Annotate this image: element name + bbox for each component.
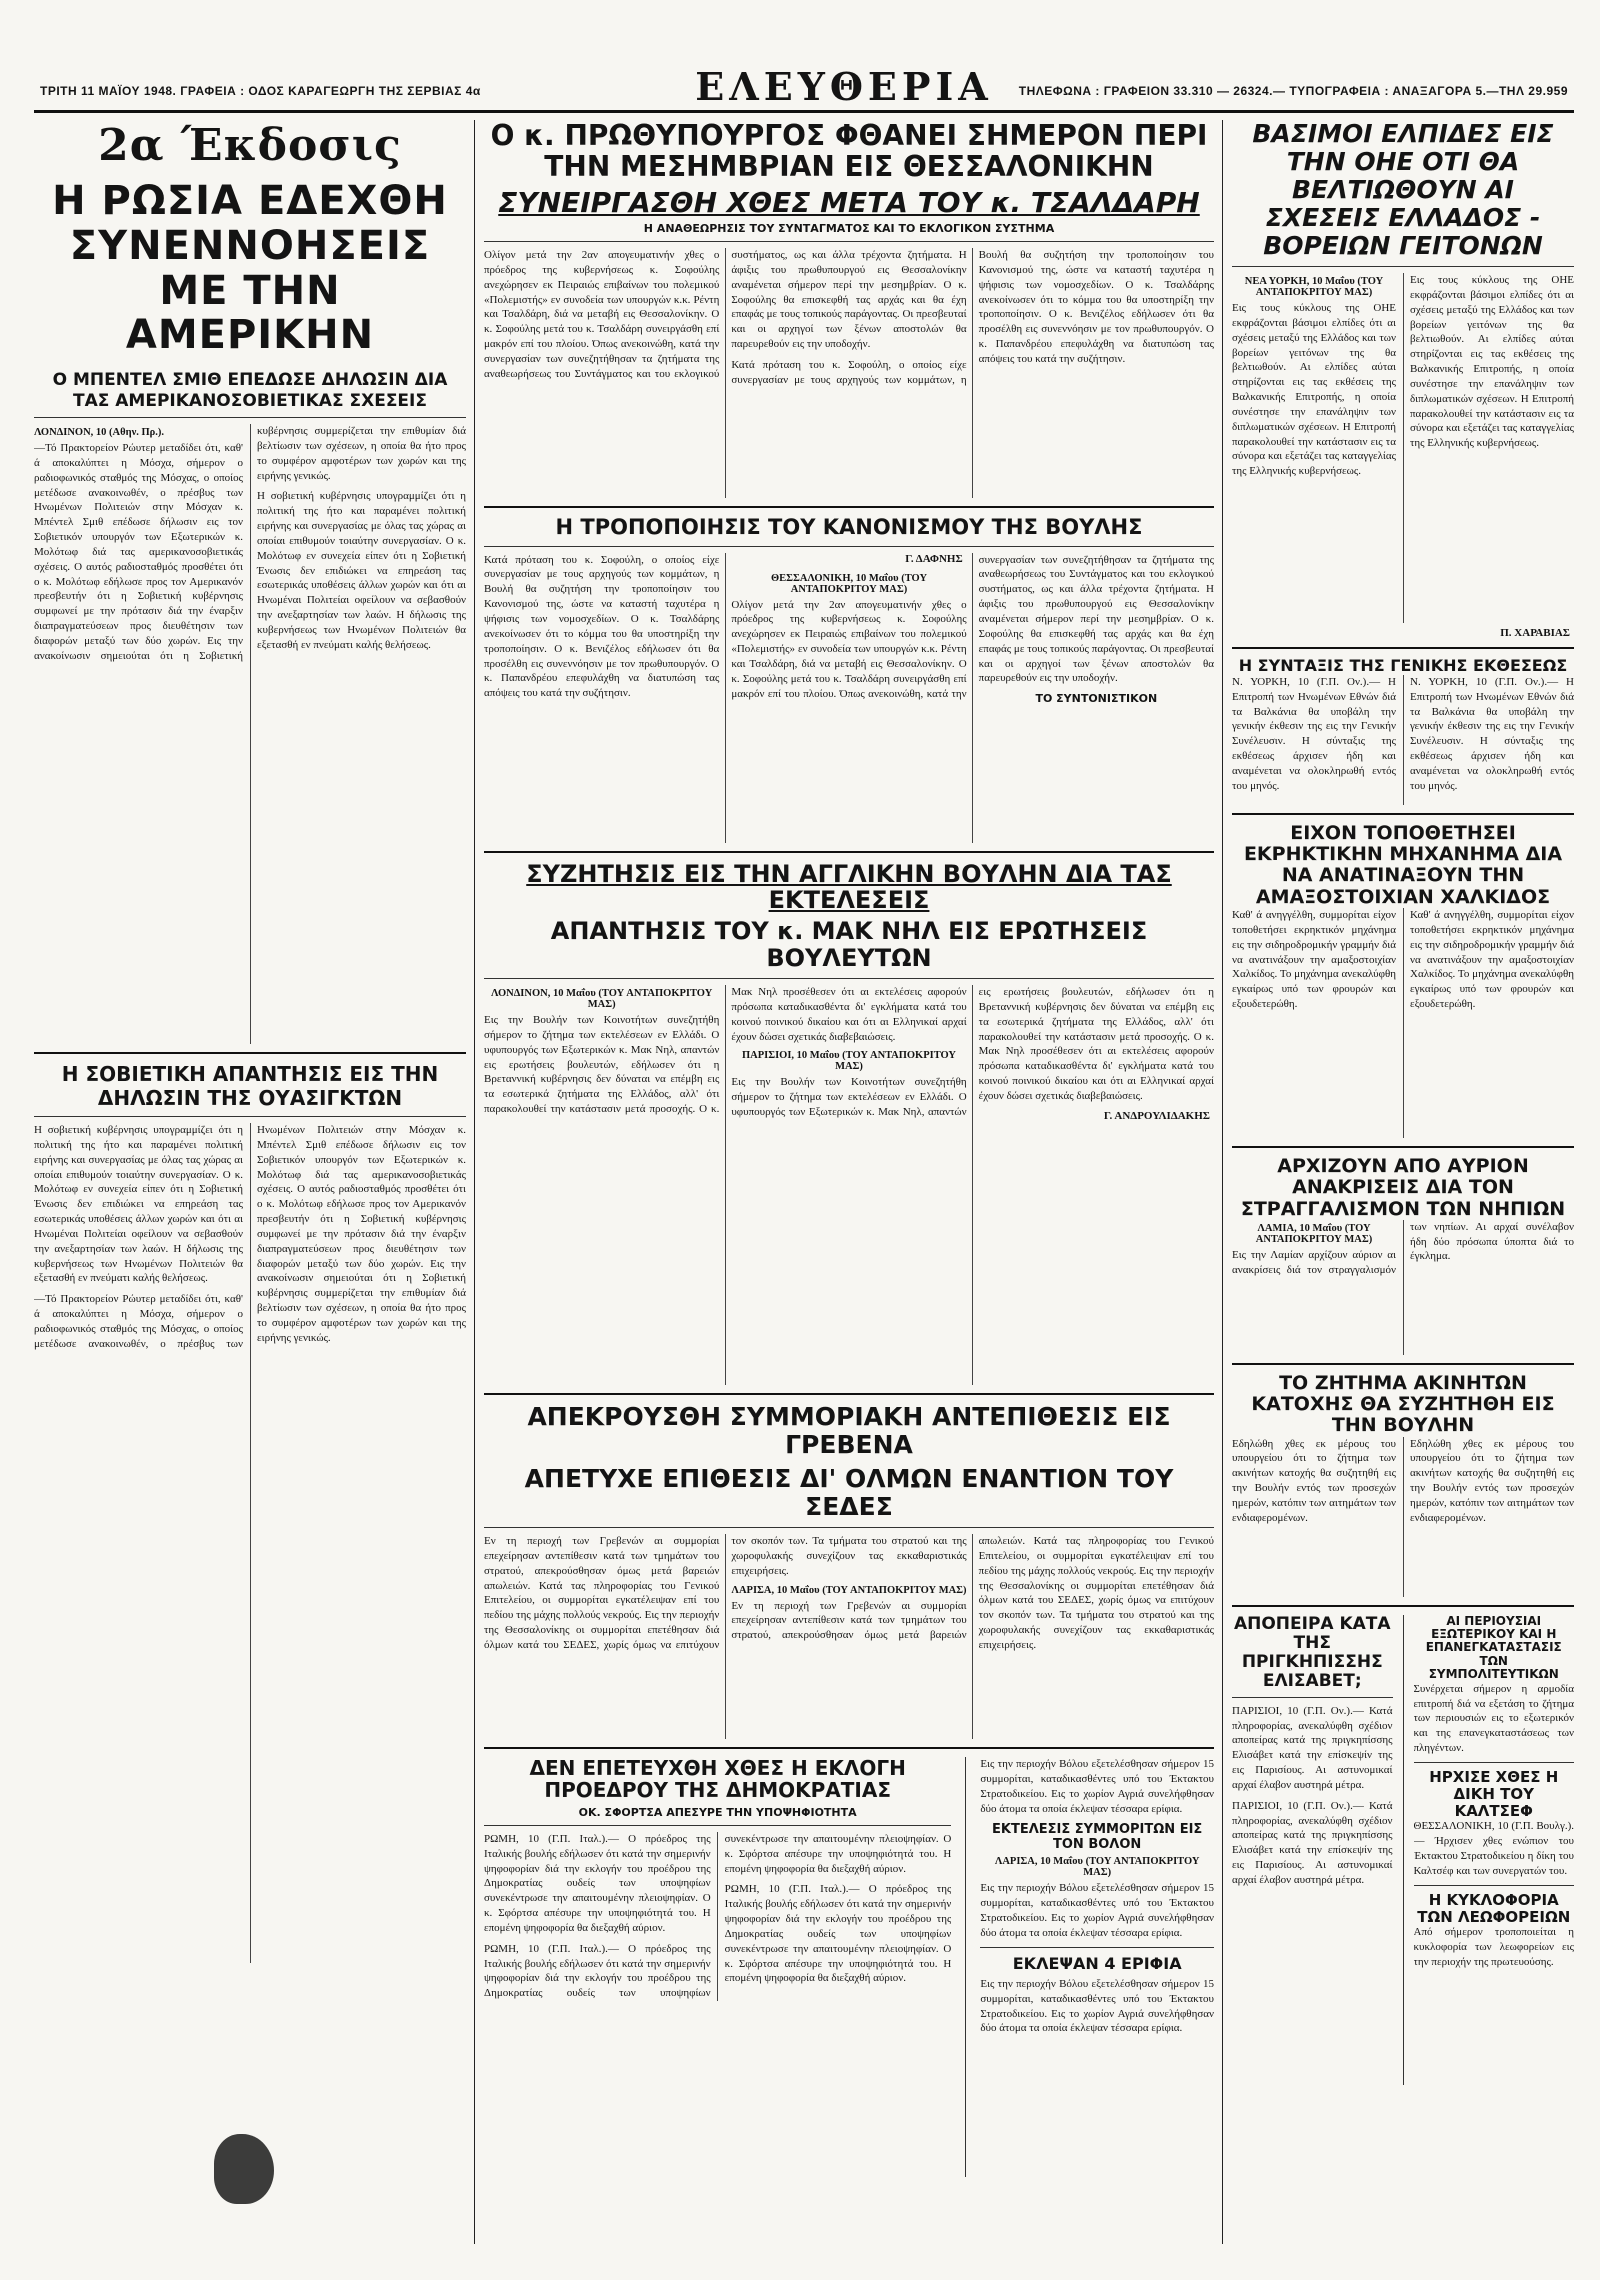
un-article-text-cont: Εις τους κύκλους της ΟΗΕ εκφράζονται βάσιμοι ελπίδες ότι αι σχέσεις μεταξύ της Ελλάδος και των βορείων γειτόνων της θα βελτιωθούν. Αι ελπίδες αύται στηρίζονται εις τας εκθέσεις της Βαλκανικής Επιτροπής, η οποία συνέστησε την επανάληψιν των διπλωματικών σχέσεων. Η Επιτροπή παρακολουθεί την κατάστασιν εις τα σύνορα και εξετάζει τας καταγγελίας της Ελληνικής κυβερνήσεως. [1410,274,1574,450]
coordination-subhead: ΤΟ ΣΥΝΤΟΝΙΣΤΙΚΟΝ [1035,692,1158,706]
property-abroad-text: Συνέρχεται σήμερον η αρμοδία επιτροπή διά να εξετάση το ζήτημα των περιουσιών εις το εξωτερικόν και της επανεγκαταστάσεως των πληγέντων. [1413,1682,1574,1755]
masthead-left-info: ΤΡΙΤΗ 11 ΜΑΪΟΥ 1948. ΓΡΑΦΕΙΑ : ΟΔΟΣ ΚΑΡΑΓΕΩΡΓΗ ΤΗΣ ΣΕΡΒΙΑΣ 4α [40,84,481,98]
lamia-dateline: ΛΑΜΙΑ, 10 Μαΐου (ΤΟΥ ΑΝΤΑΠΟΚΡΙΤΟΥ ΜΑΣ) [1255,1222,1373,1245]
property-abroad-headline: ΑΙ ΠΕΡΙΟΥΣΙΑΙ ΕΞΩΤΕΡΙΚΟΥ ΚΑΙ Η ΕΠΑΝΕΓΚΑΤΑΣΤΑΣΙΣ ΤΩΝ ΣΥΜΠΟΛΙΤΕΥΤΙΚΩΝ [1425,1614,1562,1682]
goats-headline: ΕΚΛΕΨΑΝ 4 ΕΡΙΦΙΑ [1012,1953,1182,1973]
mac-neil-headline: ΑΠΑΝΤΗΣΙΣ ΤΟΥ κ. ΜΑΚ ΝΗΛ ΕΙΣ ΕΡΩΤΗΣΕΙΣ ΒΟΥΛΕΥΤΩΝ [550,917,1148,973]
report-text: Ν. ΥΟΡΚΗ, 10 (Γ.Π. Ον.).— Η Επιτροπή των Ηνωμένων Εθνών διά τα Βαλκάνια θα υποβάλη την γενικήν έκθεσιν της εις την Γενικήν Συνέλευσιν. Η σύνταξις της εκθέσεως άρχισεν ήδη και αναμένεται να ολοκληρωθή εντός του μηνός. [1232,675,1396,792]
byline-androulidakis: Γ. ΑΝΔΡΟΥΛΙΔΑΚΗΣ [1103,1109,1210,1122]
property-text: Εδηλώθη χθες εκ μέρους του υπουργείου ότι το ζήτημα των ακινήτων κατοχής θα συζητηθή εις την Βουλήν εντός των προσεχών ημερών, κατόπιν των αιτημάτων των ενδιαφερομένων. [1232,1437,1396,1524]
byline-dafnis: Γ. ΔΑΦΝΗΣ [905,552,963,565]
volos-dateline: ΛΑΡΙΣΑ, 10 Μαΐου (ΤΟΥ ΑΝΤΑΠΟΚΡΙΤΟΥ ΜΑΣ) [994,1856,1200,1879]
un-headline: ΒΑΣΙΜΟΙ ΕΛΠΙΔΕΣ ΕΙΣ ΤΗΝ ΟΗΕ ΟΤΙ ΘΑ ΒΕΛΤΙΩΘΟΥΝ ΑΙ ΣΧΕΣΕΙΣ ΕΛΛΑΔΟΣ - ΒΟΡΕΙΩΝ ΓΕΙΤΟΝΩΝ [1252,120,1554,260]
soviet-reply-headline: Η ΣΟΒΙΕΤΙΚΗ ΑΠΑΝΤΗΣΙΣ ΕΙΣ ΤΗΝ ΔΗΛΩΣΙΝ ΤΗΣ ΟΥΑΣΙΓΚΤΩΝ [61,1061,439,1110]
pm-article-text-cont: Κατά πρόταση του κ. Σοφούλη, ο οποίος είχε συνεργασίαν με τους αρχηγούς των κομμάτων, η Βουλή θα συζητήση την τροποποίησιν του Κανονισμού της, ώστε να καταστή ταχυτέρα η ψήφισις των νομοσχεδίων. Ο κ. Τσαλδάρης ανεκοίνωσεν ότι το κόμμα του θα υποστηρίξη την τροποποίησιν. Ο κ. Βενιζέλος εδήλωσεν ότι θα προσέλθη εις συνεννόησιν με τον πρωθυπουργόν. Ο κ. Παπανδρέου επεφυλάχθη να διατυπώση τας απόψεις του κατά την συζήτησιν. [731,249,1214,386]
sforza-kicker: ΟΚ. ΣΦΟΡΤΣΑ ΑΠΕΣΥΡΕ ΤΗΝ ΥΠΟΨΗΦΙΟΤΗΤΑ [578,1805,857,1819]
column-right [1232,120,1574,2244]
explosive-body [1232,908,1574,1138]
property-body [1232,1437,1574,1597]
buses-headline: Η ΚΥΚΛΟΦΟΡΙΑ ΤΩΝ ΛΕΩΦΟΡΕΙΩΝ [1417,1890,1571,1926]
explosive-text-cont: Καθ' ά ανηγγέλθη, συμμορίται είχον τοποθετήσει εκρηκτικόν μηχάνημα εις την σιδηροδρομικήν γραμμήν διά να ανατινάξουν την αμαξοστοιχίαν Χαλκίδος. Το μηχάνημα ανεκαλύφθη εγκαίρως υπό των φρουρών και εξουδετερώθη. [1410,908,1574,1011]
uk-parliament-headline: ΣΥΖΗΤΗΣΙΣ ΕΙΣ ΤΗΝ ΑΓΓΛΙΚΗΝ ΒΟΥΛΗΝ ΔΙΑ ΤΑΣ ΕΚΤΕΛΕΣΕΙΣ [526,859,1172,915]
sedes-headline: ΑΠΕΤΥΧΕ ΕΠΙΘΕΣΙΣ ΔΙ' ΟΛΜΩΝ ΕΝΑΝΤΙΟΝ ΤΟΥ ΣΕΔΕΣ [524,1464,1174,1522]
lead-article-text: —Τό Πρακτορείον Ρώυτερ μεταδίδει ότι, καθ' ά αποκαλύπτει η Μόσχα, σήμερον ο ραδιοφωνικός σταθμός της Μόσχας, ο οποίος μετέδωσε ανακοινωθέν, ο πρέσβυς των Ηνωμένων Πολιτειών στην Μόσχαν κ. Μπέντελ Σμιθ επέδωσε δήλωσιν εις τον Σοβιετικόν υπουργόν των Εξωτερικών κ. Μολότωφ διά τας αμερικανοσοβιετικάς σχέσεις. Ο αυτός ραδιοσταθμός προσθέτει ότι ο κ. Μολότωφ εδήλωσε προς τον Αμερικανόν πρεσβευτήν ότι η Σοβιετική κυβέρνησις συμφωνεί με την πρότασιν διά την έναρξιν διαπραγματεύσεων προς διευθέτησιν των διαφορών μεταξύ των δύο χωρών. Εις την ανακοίνωσιν σημειούται ότι η Σοβιετική κυβέρνησις συμμερίζεται την επιθυμίαν διά βελτίωσιν των σχέσεων, η οποία θα ήτο προς το συμφέρον αμφοτέρων των χωρών και της ειρήνης γενικώς. [34,424,466,662]
paris-dateline: ΠΑΡΙΣΙΟΙ, 10 Μαΐου (ΤΟΥ ΑΝΤΑΠΟΚΡΙΤΟΥ ΜΑΣ) [741,1050,957,1073]
kaltsef-text: ΘΕΣΣΑΛΟΝΙΚΗ, 10 (Γ.Π. Βουλγ.).— Ήρχισεν χθες ενώπιον του Έκτακτου Στρατοδικείου η δίκη του Καλτσέφ και των συνεργατών του. [1413,1820,1574,1877]
italy-election-headline: ΔΕΝ ΕΠΕΤΕΥΧΘΗ ΧΘΕΣ Η ΕΚΛΟΓΗ ΠΡΟΕΔΡΟΥ ΤΗΣ ΔΗΜΟΚΡΑΤΙΑΣ [529,1757,906,1803]
parliament-rules-text: Κατά πρόταση του κ. Σοφούλη, ο οποίος είχε συνεργασίαν με τους αρχηγούς των κομμάτων, η Βουλή θα συζητήση την τροποποίησιν του Κανονισμού της, ώστε να καταστή ταχυτέρα η ψήφισις των νομοσχεδίων. Ο κ. Τσαλδάρης ανεκοίνωσεν ότι το κόμμα του θα υποστηρίξη την τροποποίησιν. Ο κ. Βενιζέλος εδήλωσεν ότι θα προσέλθη εις συνεννόησιν με τον πρωθυπουργόν. Ο κ. Παπανδρέου επεφυλάχθη να διατυπώση τας απόψεις του κατά την συζήτησιν. [484,553,720,700]
un-article-body [1232,273,1574,623]
lead-headline: Η ΡΩΣΙΑ ΕΔΕΧΘΗ ΣΥΝΕΝΝΟΗΣΕΙΣ ΜΕ ΤΗΝ ΑΜΕΡΙΚΗΝ [52,178,448,359]
parliament-rules-headline: Η ΤΡΟΠΟΠΟΙΗΣΙΣ ΤΟΥ ΚΑΝΟΝΙΣΜΟΥ ΤΗΣ ΒΟΥΛΗΣ [555,515,1143,540]
lead-subhead: Ο ΜΠΕΝΤΕΛ ΣΜΙΘ ΕΠΕΔΩΣΕ ΔΗΛΩΣΙΝ ΔΙΑ ΤΑΣ ΑΜΕΡΙΚΑΝΟΣΟΒΙΕΤΙΚΑΣ ΣΧΕΣΕΙΣ [52,370,448,411]
pm-headline: Ο κ. ΠΡΩΘΥΠΟΥΡΓΟΣ ΦΘΑΝΕΙ ΣΗΜΕΡΟΝ ΠΕΡΙ ΤΗΝ ΜΕΣΗΜΒΡΙΑΝ ΕΙΣ ΘΕΣΣΑΛΟΝΙΚΗΝ [490,120,1208,184]
ink-blot-mark [214,2134,274,2204]
uk-parliament-text: Εις την Βουλήν των Κοινοτήτων συνεζητήθη σήμερον το ζήτημα των εκτελέσεων εν Ελλάδι. Ο υφυπουργός των Εξωτερικών κ. Μακ Νηλ, απαντών εις ερωτήσεις βουλευτών, εδήλωσεν ότι η Βρεταννική κυβέρνησις δεν δύναται να επέμβη εις τα εσωτερικά ζητήματα της Ελλάδος, αλλ' ότι παρακολουθεί την κατάστασιν μετά προσοχής. Ο κ. Μακ Νηλ προσέθεσεν ότι αι εκτελέσεις αφορούν πρόσωπα καταδικασθέντα δι' εγκλήματα κατά του κοινού ποινικού δικαίου και ότι αι Ελληνικαί αρχαί έχουν δώσει σχετικάς διαβεβαιώσεις. [484,986,967,1116]
masthead-right-info: ΤΗΛΕΦΩΝΑ : ΓΡΑΦΕΙΟΝ 33.310 — 26324.— ΤΥΠΟΓΡΑΦΕΙΑ : ΑΝΑΞΑΓΟΡΑ 5.—ΤΗΛ 29.959 [1018,84,1568,98]
infanticide-text: Εις την Λαμίαν αρχίζουν αύριον αι ανακρίσεις διά τον στραγγαλισμόν των νηπίων. Αι αρχαί συνέλαβον ήδη δύο πρόσωπα ύποπτα διά το έγκλημα. [1232,1220,1574,1276]
pm-subheadline: ΣΥΝΕΙΡΓΑΣΘΗ ΧΘΕΣ ΜΕΤΑ ΤΟΥ κ. ΤΣΑΛΔΑΡΗ [498,185,1200,219]
report-headline: Η ΣΥΝΤΑΞΙΣ ΤΗΣ ΓΕΝΙΚΗΣ ΕΚΘΕΣΕΩΣ [1238,656,1568,675]
elizabeth-article [1232,1615,1393,2085]
volos-headline: ΕΚΤΕΛΕΣΙΣ ΣΥΜΜΟΡΙΤΩΝ ΕΙΣ ΤΟΝ ΒΟΛΟΝ [992,1822,1203,1853]
soviet-reply-body [34,1123,466,1963]
infanticide-headline: ΑΡΧΙΖΟΥΝ ΑΠΟ ΑΥΡΙΟΝ ΑΝΑΚΡΙΣΕΙΣ ΔΙΑ ΤΟΝ ΣΤΡΑΓΓΑΛΙΣΜΟΝ ΤΩΝ ΝΗΠΙΩΝ [1240,1154,1566,1220]
parliament-rules-text-cont: Ολίγον μετά την 2αν απογευματινήν χθες ο πρόεδρος της κυβερνήσεως κ. Σοφούλης ανεχώρησεν εκ Πειραιώς επιβαίνων του πολεμικού «Πολεμιστής» εν συνοδεία των υπουργών κ.κ. Ρέντη και Τσαλδάρη, διά να μεταβή εις Θεσσαλονίκην. Ο κ. Σοφούλης μετά του κ. Τσαλδάρη συνειργάσθη επί μακρόν επί του πλοίου. Όπως ανεκοινώθη, κατά την συνεργασίαν των συνεζητήθησαν τα ζητήματα της αναθεωρήσεως του Συντάγματος και του εκλογικού συστήματος, ως και άλλα τρέχοντα ζητήματα. Η άφιξις του πρωθυπουργού εις Θεσσαλονίκην αναμένεται σήμερον περί την μεσημβρίαν. Ο κ. Σοφούλης θα επισκεφθή τας αρχάς και θα έχη επαφάς με τους τοπικούς παράγοντας. Οι πρεσβευταί και οι αρχηγοί των ξένων αποστολών θα παρευρεθούν εις την υποδοχήν. [731,553,1214,700]
column-center [484,120,1214,2244]
new-york-dateline: ΝΕΑ ΥΟΡΚΗ, 10 Μαΐου (ΤΟΥ ΑΝΤΑΠΟΚΡΙΤΟΥ ΜΑΣ) [1244,276,1384,298]
volos-intro-text: Εις την περιοχήν Βόλου εξετελέσθησαν σήμερον 15 συμμορίται, καταδικασθέντες υπό του Έκτακτου Στρατοδικείου. Εις το χωρίον Αγριά συνελήφθησαν δύο άτομα τα οποία έκλεψαν τέσσαρα ερίφια. [980,1758,1214,1815]
italy-election-article [484,1757,951,2177]
italy-election-text-cont: ΡΩΜΗ, 10 (Γ.Π. Ιταλ.).— Ο πρόεδρος της Ιταλικής βουλής εδήλωσεν ότι κατά την σημερινήν ψηφοφορίαν διά την εκλογήν του προέδρου της Δημοκρατίας ουδείς των υποψηφίων συνεκέντρωσε την απαιτουμένην πλειοψηφίαν. Ο κ. Σφόρτσα απέσυρε την υποψηφιότητά του. Η επομένη ψηφοφορία θα διεξαχθή αύριον. [484,1832,952,2000]
soviet-reply-text-cont: —Τό Πρακτορείον Ρώυτερ μεταδίδει ότι, καθ' ά αποκαλύπτει η Μόσχα, σήμερον ο ραδιοφωνικός σταθμός της Μόσχας, ο οποίος μετέδωσε ανακοινωθέν, ο πρέσβυς των Ηνωμένων Πολιτειών στην Μόσχαν κ. Μπέντελ Σμιθ επέδωσε δήλωσιν εις τον Σοβιετικόν υπουργόν των Εξωτερικών κ. Μολότωφ διά τας αμερικανοσοβιετικάς σχέσεις. Ο αυτός ραδιοσταθμός προσθέτει ότι ο κ. Μολότωφ εδήλωσε προς τον Αμερικανόν πρεσβευτήν ότι η Σοβιετική κυβέρνησις συμφωνεί με την πρότασιν διά την έναρξιν διαπραγματεύσεων προς διευθέτησιν των διαφορών μεταξύ των δύο χωρών. Εις την ανακοίνωσιν σημειούται ότι η Σοβιετική κυβέρνησις συμμερίζεται την επιθυμίαν διά βελτίωσιν των σχέσεων, η οποία θα ήτο προς το συμφέρον αμφοτέρων των χωρών και της ειρήνης γενικώς. [34,1123,466,1350]
thessaloniki-dateline: ΘΕΣΣΑΛΟΝΙΚΗ, 10 Μαΐου (ΤΟΥ ΑΝΤΑΠΟΚΡΙΤΟΥ ΜΑΣ) [770,572,928,595]
pm-article-body [484,248,1214,498]
lead-article-body [34,424,466,1044]
uk-parliament-body [484,985,1214,1385]
edition-label: 2α Έκδοσις [98,120,402,171]
buses-text: Από σήμερον τροποποιείται η κυκλοφορία των λεωφορείων εις την περιοχήν της πρωτευούσης. [1413,1926,1574,1969]
masthead [34,64,1574,113]
explosive-headline: ΕΙΧΟΝ ΤΟΠΟΘΕΤΗΣΕΙ ΕΚΡΗΚΤΙΚΗΝ ΜΗΧΑΝΗΜΑ ΔΙΑ ΝΑ ΑΝΑΤΙΝΑΞΟΥΝ ΤΗΝ ΑΜΑΞΟΣΤΟΙΧΙΑΝ ΧΑΛΚΙΔΟΣ [1243,821,1563,908]
grevena-text: Εν τη περιοχή των Γρεβενών αι συμμορίαι επεχείρησαν αντεπίθεσιν κατά των τμημάτων του στρατού, απεκρούσθησαν όμως μετά βαρειών απωλειών. Κατά τας πληροφορίας του Γενικού Επιτελείου, οι συμμορίται εγκατέλειψαν επί του πεδίου της μάχης πολλούς νεκρούς. Εις την περιοχήν της Θεσσαλονίκης οι συμμορίται επετέθησαν διά όλμων κατά του ΣΕΔΕΣ, χωρίς όμως να επιτύχουν τον σκοπόν των. Τα τμήματα του στρατού και της χωροφυλακής συνεχίζουν τας εκκαθαριστικάς επιχειρήσεις. [484,1535,967,1651]
pm-kicker: Η ΑΝΑΘΕΩΡΗΣΙΣ ΤΟΥ ΣΥΝΤΑΓΜΑΤΟΣ ΚΑΙ ΤΟ ΕΚΛΟΓΙΚΟΝ ΣΥΣΤΗΜΑ [643,222,1055,236]
grevena-text-cont: Εν τη περιοχή των Γρεβενών αι συμμορίαι επεχείρησαν αντεπίθεσιν κατά των τμημάτων του στρατού, απεκρούσθησαν όμως μετά βαρειών απωλειών. Κατά τας πληροφορίας του Γενικού Επιτελείου, οι συμμορίται εγκατέλειψαν επί του πεδίου της μάχης πολλούς νεκρούς. Εις την περιοχήν της Θεσσαλονίκης οι συμμορίται επετέθησαν διά όλμων κατά του ΣΕΔΕΣ, χωρίς όμως να επιτύχουν τον σκοπόν των. Τα τμήματα του στρατού και της χωροφυλακής συνεχίζουν τας εκκαθαριστικάς επιχειρήσεις. [731,1535,1214,1651]
italy-election-text: ΡΩΜΗ, 10 (Γ.Π. Ιταλ.).— Ο πρόεδρος της Ιταλικής βουλής εδήλωσεν ότι κατά την σημερινήν ψηφοφορίαν διά την εκλογήν του προέδρου της Δημοκρατίας ουδείς των υποψηφίων συνεκέντρωσε την απαιτουμένην πλειοψηφίαν. Ο κ. Σφόρτσα απέσυρε την υποψηφιότητά του. Η επομένη ψηφοφορία θα διεξαχθή αύριον. [484,1832,711,1934]
italy-election-body [484,1832,951,2001]
soviet-reply-text: Η σοβιετική κυβέρνησις υπογραμμίζει ότι η πολιτική της ήτο και παραμένει πολιτική ειρήνης και συνεργασίας με όλας τας χώρας αι οποίαι επιθυμούν τοιαύτην συνεργασίαν. Ο κ. Μολότωφ εν συνεχεία είπεν ότι η Σοβιετική Ένωσις δεν επιδιώκει να επηρεάση τας εσωτερικάς υποθέσεις άλλων χωρών και ότι αι Ηνωμέναι Πολιτείαι οφείλουν να σεβασθούν την ανεξαρτησίαν των λαών. Η δήλωσις της κυβερνήσεως των Ηνωμένων Πολιτειών θα εξετασθή εν πνεύματι καλής θελήσεως. [34,1123,243,1285]
lead-dateline: ΛΟΝΔΙΝΟΝ, 10 (Αθην. Πρ.). [34,426,165,438]
lead-article-text-cont: Η σοβιετική κυβέρνησις υπογραμμίζει ότι η πολιτική της ήτο και παραμένει πολιτική ειρήνης και συνεργασίας με όλας τας χώρας αι οποίαι επιθυμούν τοιαύτην συνεργασίαν. Ο κ. Μολότωφ εν συνεχεία είπεν ότι η Σοβιετική Ένωσις δεν επιδιώκει να επηρεάση τας εσωτερικάς υποθέσεις άλλων χωρών και ότι αι Ηνωμέναι Πολιτείαι οφείλουν να σεβασθούν την ανεξαρτησίαν των λαών. Η δήλωσις της κυβερνήσεως των Ηνωμένων Πολιτειών θα εξετασθή εν πνεύματι καλής θελήσεως. [257,490,466,651]
larisa-dateline: ΛΑΡΙΣΑ, 10 Μαΐου (ΤΟΥ ΑΝΤΑΠΟΚΡΙΤΟΥ ΜΑΣ) [731,1584,967,1596]
property-text-cont: Εδηλώθη χθες εκ μέρους του υπουργείου ότι το ζήτημα των ακινήτων κατοχής θα συζητηθή εις την Βουλήν εντός των προσεχών ημερών, κατόπιν των αιτημάτων των ενδιαφερομένων. [1410,1437,1574,1524]
un-article-text: Εις τους κύκλους της ΟΗΕ εκφράζονται βάσιμοι ελπίδες ότι αι σχέσεις μεταξύ της Ελλάδος και των βορείων γειτόνων της θα βελτιωθούν. Αι ελπίδες αύται στηρίζονται εις τας εκθέσεις της Βαλκανικής Επιτροπής, η οποία συνέστησε την επανάληψιν των διπλωματικών σχέσεων. Η Επιτροπή παρακολουθεί την κατάστασιν εις τα σύνορα και εξετάζει τας καταγγελίας της Ελληνικής κυβερνήσεως. [1232,302,1396,478]
elizabeth-text-cont: ΠΑΡΙΣΙΟΙ, 10 (Γ.Π. Ον.).— Κατά πληροφορίας, ανεκαλύφθη σχέδιον αποπείρας κατά της πριγκηπίσσης Ελισάβετ κατά την επίσκεψίν της εις Παρισίους. Αι αστυνομικαί αρχαί έλαβον αυστηρά μέτρα. [1232,1799,1393,1886]
parliament-rules-body [484,553,1214,843]
goats-text: Εις την περιοχήν Βόλου εξετελέσθησαν σήμερον 15 συμμορίται, καταδικασθέντες υπό του Έκτακτου Στρατοδικείου. Εις το χωρίον Αγριά συνελήφθησαν δύο άτομα τα οποία έκλεψαν τέσσαρα ερίφια. [980,1977,1214,2035]
byline-charavias: Π. ΧΑΡΑΒΙΑΣ [1500,627,1570,639]
report-body [1232,675,1574,805]
volos-text: Εις την περιοχήν Βόλου εξετελέσθησαν σήμερον 15 συμμορίται, καταδικασθέντες υπό του Έκτακτου Στρατοδικείου. Εις το χωρίον Αγριά συνελήφθησαν δύο άτομα τα οποία έκλεψαν τέσσαρα ερίφια. [980,1882,1214,1939]
infanticide-body [1232,1220,1574,1355]
volos-article [980,1757,1214,2177]
right-bottom-articles [1414,1615,1575,2085]
grevena-body [484,1534,1214,1739]
property-headline: ΤΟ ΖΗΤΗΜΑ ΑΚΙΝΗΤΩΝ ΚΑΤΟΧΗΣ ΘΑ ΣΥΖΗΤΗΘΗ ΕΙΣ ΤΗΝ ΒΟΥΛΗΝ [1251,1371,1555,1437]
london-dateline: ΛΟΝΔΙΝΟΝ, 10 Μαΐου (ΤΟΥ ΑΝΤΑΠΟΚΡΙΤΟΥ ΜΑΣ) [491,988,713,1011]
pm-article-text: Ολίγον μετά την 2αν απογευματινήν χθες ο πρόεδρος της κυβερνήσεως κ. Σοφούλης ανεχώρησεν εκ Πειραιώς επιβαίνων του πολεμικού «Πολεμιστής» εν συνοδεία των υπουργών κ.κ. Ρέντη και Τσαλδάρη, διά να μεταβή εις Θεσσαλονίκην. Ο κ. Σοφούλης μετά του κ. Τσαλδάρη συνειργάσθη επί μακρόν επί του πλοίου. Όπως ανεκοινώθη, κατά την συνεργασίαν των συνεζητήθησαν τα ζητήματα της αναθεωρήσεως του Συντάγματος και του εκλογικού συστήματος, ως και άλλα τρέχοντα ζητήματα. Η άφιξις του πρωθυπουργού εις Θεσσαλονίκην αναμένεται σήμερον περί την μεσημβρίαν. Ο κ. Σοφούλης θα επισκεφθή τας αρχάς και θα έχη επαφάς με τους τοπικούς παράγοντας. Οι πρεσβευταί και οι αρχηγοί των ξένων αποστολών θα παρευρεθούν εις την υποδοχήν. [484,249,967,380]
uk-parliament-text-cont: Εις την Βουλήν των Κοινοτήτων συνεζητήθη σήμερον το ζήτημα των εκτελέσεων εν Ελλάδι. Ο υφυπουργός των Εξωτερικών κ. Μακ Νηλ, απαντών εις ερωτήσεις βουλευτών, εδήλωσεν ότι η Βρεταννική κυβέρνησις δεν δύναται να επέμβη εις τα εσωτερικά ζητήματα της Ελλάδος, αλλ' ότι παρακολουθεί την κατάστασιν μετά προσοχής. Ο κ. Μακ Νηλ προσέθεσεν ότι αι εκτελέσεις αφορούν πρόσωπα καταδικασθέντα δι' εγκλήματα κατά του κοινού ποινικού δικαίου και ότι αι Ελληνικαί αρχαί έχουν δώσει σχετικάς διαβεβαιώσεις. [731,986,1214,1119]
newspaper-title: ΕΛΕΥΘΕΡΙΑ [695,64,993,109]
grevena-headline: ΑΠΕΚΡΟΥΣΘΗ ΣΥΜΜΟΡΙΑΚΗ ΑΝΤΕΠΙΘΕΣΙΣ ΕΙΣ ΓΡΕΒΕΝΑ [527,1402,1171,1460]
elizabeth-text: ΠΑΡΙΣΙΟΙ, 10 (Γ.Π. Ον.).— Κατά πληροφορίας, ανεκαλύφθη σχέδιον αποπείρας κατά της πριγκηπίσσης Ελισάβετ κατά την επίσκεψίν της εις Παρισίους. Αι αστυνομικαί αρχαί έλαβον αυστηρά μέτρα. [1232,1704,1393,1791]
report-text-cont: Ν. ΥΟΡΚΗ, 10 (Γ.Π. Ον.).— Η Επιτροπή των Ηνωμένων Εθνών διά τα Βαλκάνια θα υποβάλη την γενικήν έκθεσιν της εις την Γενικήν Συνέλευσιν. Η σύνταξις της εκθέσεως άρχισεν ήδη και αναμένεται να ολοκληρωθή εντός του μηνός. [1410,675,1574,792]
kaltsef-headline: ΗΡΧΙΣΕ ΧΘΕΣ Η ΔΙΚΗ ΤΟΥ ΚΑΛΤΣΕΦ [1429,1767,1559,1820]
italy-election-text-more: ΡΩΜΗ, 10 (Γ.Π. Ιταλ.).— Ο πρόεδρος της Ιταλικής βουλής εδήλωσεν ότι κατά την σημερινήν ψηφοφορίαν διά την εκλογήν του προέδρου της Δημοκρατίας ουδείς των υποψηφίων συνεκέντρωσε την απαιτουμένην πλειοψηφίαν. Ο κ. Σφόρτσα απέσυρε την υποψηφιότητά του. Η επομένη ψηφοφορία θα διεξαχθή αύριον. [724,1883,952,1985]
elizabeth-headline: ΑΠΟΠΕΙΡΑ ΚΑΤΑ ΤΗΣ ΠΡΙΓΚΗΠΙΣΣΗΣ ΕΛΙΣΑΒΕΤ; [1233,1614,1391,1691]
column-left [34,120,466,2244]
explosive-text: Καθ' ά ανηγγέλθη, συμμορίται είχον τοποθετήσει εκρηκτικόν μηχάνημα εις την σιδηροδρομικήν γραμμήν διά να ανατινάξουν την αμαξοστοιχίαν Χαλκίδος. Το μηχάνημα ανεκαλύφθη εγκαίρως υπό των φρουρών και εξουδετερώθη. [1232,908,1396,1011]
